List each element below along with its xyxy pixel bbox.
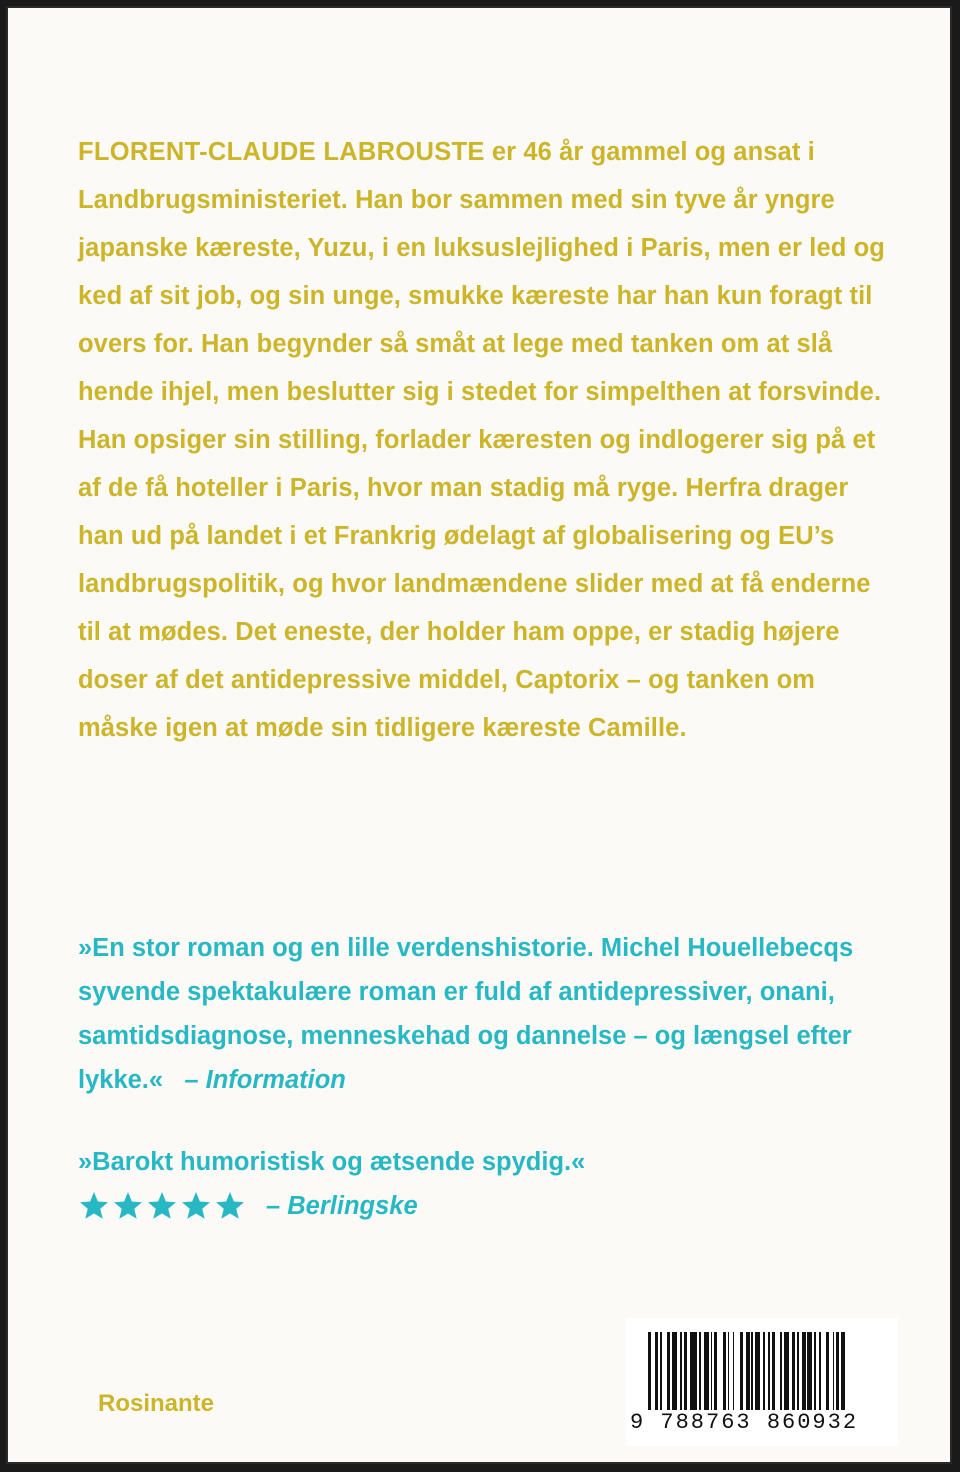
- rating-row: [78, 1184, 938, 1228]
- isbn-number: 9 788763 860932: [630, 1410, 859, 1435]
- star-icon: [146, 1190, 178, 1222]
- star-icon: [78, 1190, 110, 1222]
- review-quote-berlingske: [78, 1140, 938, 1228]
- publisher-name: Rosinante: [98, 1390, 215, 1417]
- star-icon: [180, 1190, 212, 1222]
- barcode-bars: [648, 1332, 878, 1410]
- star-rating: [78, 1190, 246, 1222]
- barcode-bar: [690, 1332, 697, 1410]
- star-icon: [112, 1190, 144, 1222]
- isbn-barcode: [626, 1318, 898, 1446]
- review-source: – Information: [184, 1066, 346, 1094]
- review-quote-information: [78, 926, 938, 1102]
- review-source: – Berlingske: [266, 1192, 418, 1220]
- star-icon: [214, 1190, 246, 1222]
- barcode-gap: [845, 1332, 848, 1410]
- review-quote-text: »En stor roman og en lille verdenshistorie. Michel Houellebecqs syvende spektakulære roman er fuld af antidepressiver, onani, samtidsdiagnose, menneskehad og dannelse – og længsel efter lykke.«: [78, 934, 854, 1094]
- review-quote-text: »Barokt humoristisk og ætsende spydig.«: [78, 1148, 586, 1176]
- book-back-cover: [6, 6, 952, 1464]
- blurb-lead-name: FLORENT-CLAUDE LABROUSTE: [78, 138, 485, 166]
- blurb-text: er 46 år gammel og ansat i Landbrugsministeriet. Han bor sammen med sin tyve år yngre japanske kæreste, Yuzu, i en luksuslejlighed i Paris, men er led og ked af sit job, og sin unge, smukke kæreste har han kun foragt til overs for. Han begynder så småt at lege med tanken om at slå hende ihjel, men beslutter sig i stedet for simpelthen at forsvinde. Han opsiger sin stilling, forlader kæresten og indlogerer sig på et af de få hoteller i Paris, hvor man stadig må ryge. Herfra drager han ud på landet i et Frankrig ødelagt af globalisering og EU’s landbrugspolitik, og hvor landmændene slider med at få enderne til at mødes. Det eneste, der holder ham oppe, er stadig højere doser af det antidepressive middel, Captorix – og tanken om måske igen at møde sin tidligere kæreste Camille.: [78, 138, 885, 742]
- blurb-paragraph: [78, 128, 898, 752]
